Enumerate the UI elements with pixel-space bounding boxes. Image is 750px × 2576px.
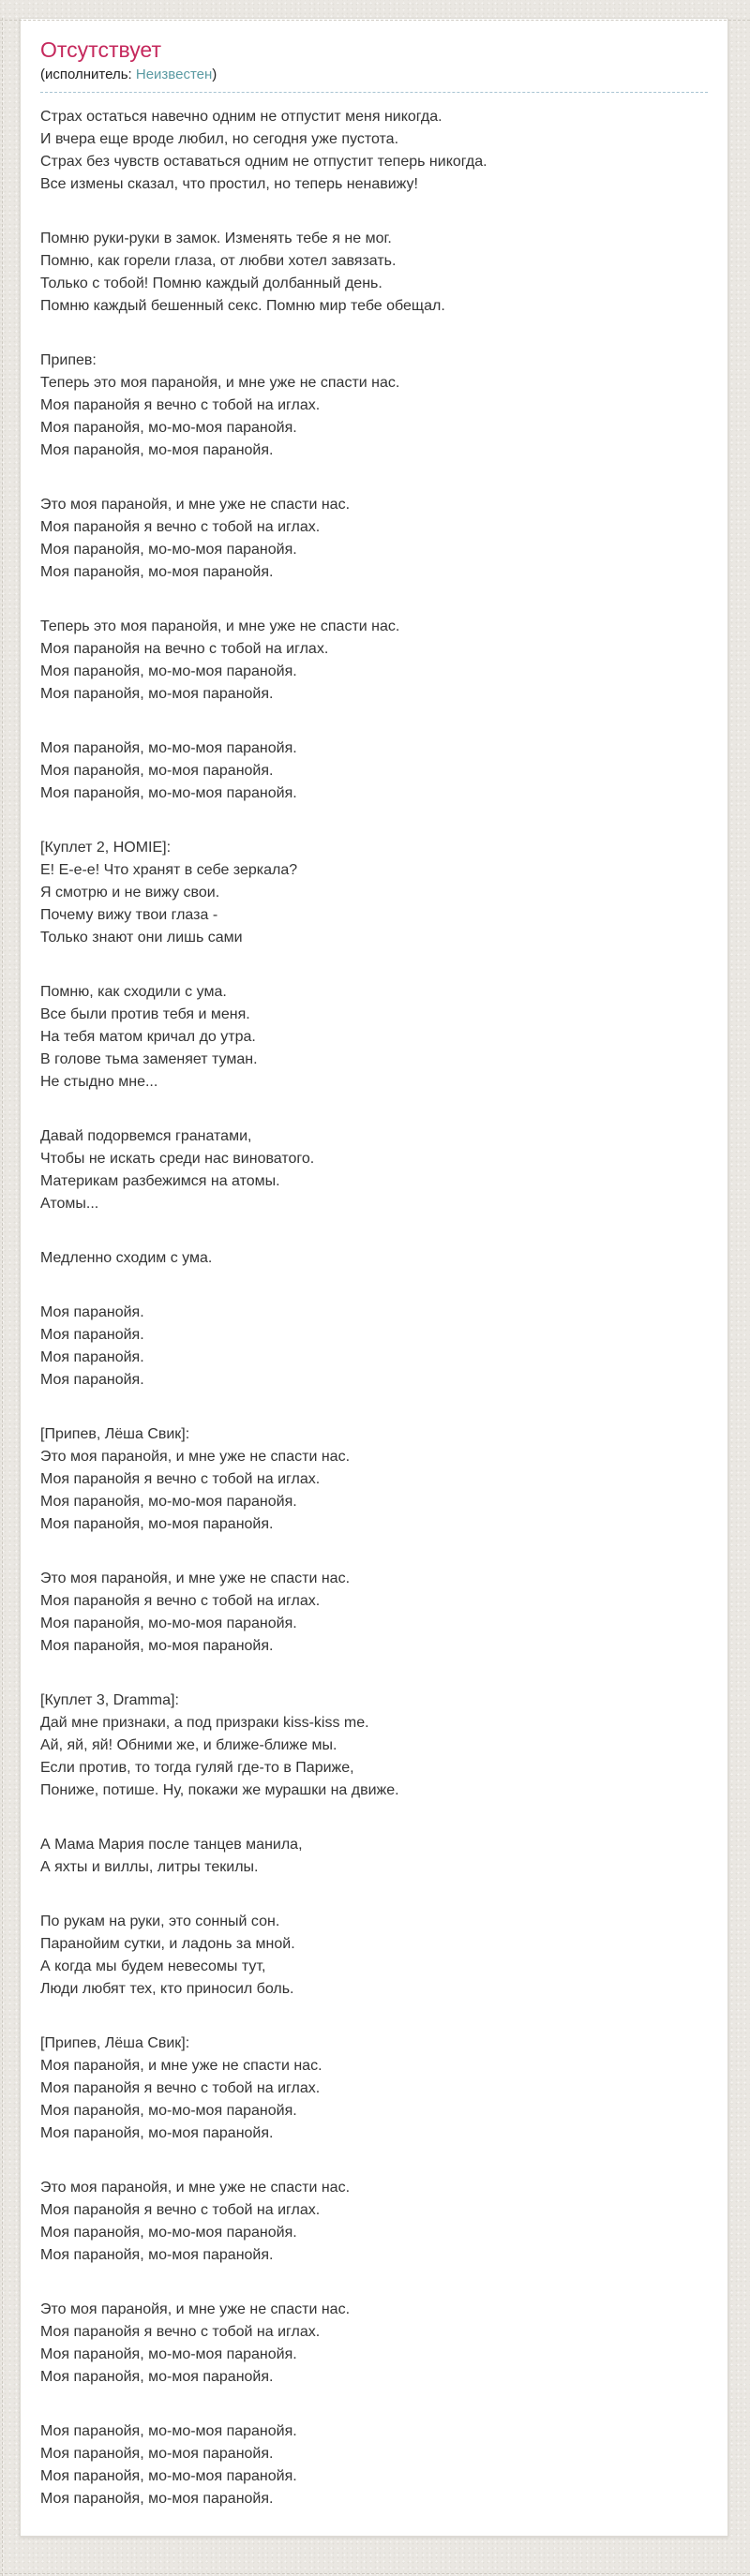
- stanza: Это моя паранойя, и мне уже не спасти нас. Моя паранойя я вечно с тобой на иглах. Моя паранойя, мо-мо-моя паранойя. Моя паранойя, мо-моя паранойя.: [40, 1570, 351, 1654]
- stanza: Моя паранойя. Моя паранойя. Моя паранойя. Моя паранойя.: [40, 1303, 144, 1388]
- stanza: А Мама Мария после танцев манила, А яхты и виллы, литры текилы.: [40, 1836, 303, 1875]
- stanza: Это моя паранойя, и мне уже не спасти нас. Моя паранойя я вечно с тобой на иглах. Моя паранойя, мо-мо-моя паранойя. Моя паранойя, мо-моя паранойя.: [40, 2179, 351, 2263]
- lyrics-text: [40, 106, 708, 2510]
- page-background: [0, 18, 750, 2576]
- stanza: Это моя паранойя, и мне уже не спасти нас. Моя паранойя я вечно с тобой на иглах. Моя паранойя, мо-мо-моя паранойя. Моя паранойя, мо-моя паранойя.: [40, 496, 351, 580]
- stanza: Давай подорвемся гранатами, Чтобы не искать среди нас виноватого. Материкам разбежимся на атомы. Атомы...: [40, 1127, 315, 1212]
- stanza: [Припев, Лёша Свик]: Моя паранойя, и мне уже не спасти нас. Моя паранойя я вечно с тобой на иглах. Моя паранойя, мо-мо-моя паранойя. Моя паранойя, мо-моя паранойя.: [40, 2034, 322, 2141]
- lyrics-card: [20, 18, 728, 2537]
- stanza: Моя паранойя, мо-мо-моя паранойя. Моя паранойя, мо-моя паранойя. Моя паранойя, мо-мо-моя паранойя.: [40, 739, 297, 801]
- song-title: Отсутствует: [40, 37, 161, 62]
- stanza: Это моя паранойя, и мне уже не спасти нас. Моя паранойя я вечно с тобой на иглах. Моя паранойя, мо-мо-моя паранойя. Моя паранойя, мо-моя паранойя.: [40, 2301, 351, 2385]
- artist-suffix: ): [212, 67, 218, 83]
- stanza: Теперь это моя паранойя, и мне уже не спасти нас. Моя паранойя на вечно с тобой на иглах. Моя паранойя, мо-мо-моя паранойя. Моя паранойя, мо-моя паранойя.: [40, 618, 400, 702]
- stanza: [Припев, Лёша Свик]: Это моя паранойя, и мне уже не спасти нас. Моя паранойя я вечно с тобой на иглах. Моя паранойя, мо-мо-моя паранойя. Моя паранойя, мо-моя паранойя.: [40, 1425, 351, 1532]
- stanza: По рукам на руки, это сонный сон. Паранойим сутки, и ладонь за мной. А когда мы будем невесомы тут, Люди любят тех, кто приносил боль.: [40, 1913, 295, 1997]
- stanza: Помню руки-руки в замок. Изменять тебе я не мог. Помню, как горели глаза, от любви хотел завязать. Только с тобой! Помню каждый долбанный день. Помню каждый бешенный секс. Помню мир тебе обещал.: [40, 230, 445, 314]
- artist-label: (исполнитель:: [40, 67, 136, 83]
- stanza: [Куплет 3, Dramma]: Дай мне признаки, а под призраки kiss-kiss me. Ай, яй, яй! Обними же, и ближе-ближе мы. Если против, то тогда гуляй где-то в Париже, Пониже, потише. Ну, покажи же мурашки на движе.: [40, 1691, 399, 1798]
- stitch-line-left: [2, 18, 3, 2576]
- stanza: Припев: Теперь это моя паранойя, и мне уже не спасти нас. Моя паранойя я вечно с тобой на иглах. Моя паранойя, мо-мо-моя паранойя. Моя паранойя, мо-моя паранойя.: [40, 351, 400, 458]
- artist-link[interactable]: Неизвестен: [135, 67, 213, 83]
- stanza: Моя паранойя, мо-мо-моя паранойя. Моя паранойя, мо-моя паранойя. Моя паранойя, мо-мо-моя паранойя. Моя паранойя, мо-моя паранойя.: [40, 2422, 297, 2507]
- header-separator: [40, 92, 708, 93]
- stanza: Страх остаться навечно одним не отпустит меня никогда. И вчера еще вроде любил, но сегодня уже пустота. Страх без чувств оставаться одним не отпустит теперь никогда. Все измены сказал, что простил, но теперь ненавижу!: [40, 108, 488, 192]
- stanza: Помню, как сходили с ума. Все были против тебя и меня. На тебя матом кричал до утра. В голове тьма заменяет туман. Не стыдно мне...: [40, 983, 258, 1090]
- stanza: Медленно сходим с ума.: [40, 1249, 213, 1266]
- artist-line: [40, 66, 708, 92]
- stanza: [Куплет 2, HOMIE]: Е! Е-е-е! Что хранят в себе зеркала? Я смотрю и не вижу свои. Почему вижу твои глаза - Только знают они лишь сами: [40, 839, 298, 946]
- stitch-line-bottom: [0, 2573, 750, 2574]
